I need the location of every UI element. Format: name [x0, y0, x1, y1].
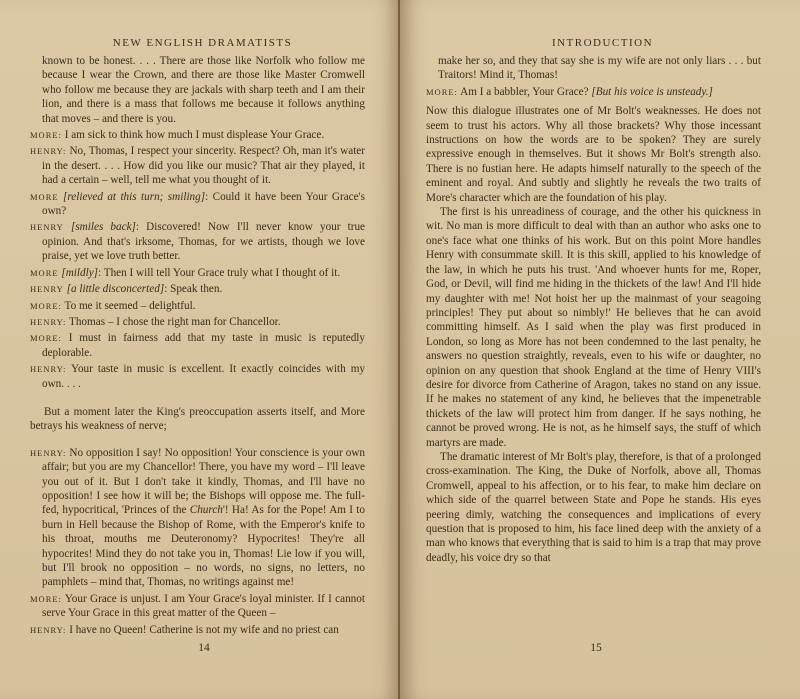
speaker-name: MORE: [426, 86, 458, 97]
dialogue-line: HENRY: I have no Queen! Catherine is not my wife and no priest can [30, 623, 339, 636]
page-number-right: 15 [590, 642, 602, 654]
dialogue-line: known to be honest. . . . There are those like Norfolk who follow me because I wear the Crown, and there are those like Master Cromwell who follow me because they are jackals with sharp teeth and I am their lion, and there is a mass that follows me because it follows anything that moves – and there is you. [42, 55, 365, 125]
stage-direction: [smiles back] [70, 221, 136, 234]
dialogue-line: HENRY: Your taste in music is excellent. It exactly coincides with my own. . . . [30, 363, 365, 390]
dialogue-line: MORE: I must in fairness add that my taste in music is reputedly deplorable. [30, 332, 366, 359]
right-text-column [426, 54, 761, 565]
speaker-name: HENRY: [30, 146, 67, 157]
speaker-name: HENRY [30, 222, 64, 233]
speaker-name: MORE [30, 267, 59, 278]
stage-direction: [mildly] [61, 266, 99, 279]
speaker-name: HENRY: [30, 316, 67, 327]
speaker-name: MORE: [30, 593, 62, 604]
body-paragraph: But a moment later the King's preoccupation asserts itself, and More betrays his weakness of nerve; [30, 405, 365, 433]
speaker-name: MORE: [30, 300, 62, 311]
speaker-name: HENRY: [30, 364, 67, 375]
running-head-left: NEW ENGLISH DRAMATISTS [112, 37, 293, 49]
body-paragraph: Now this dialogue illustrates one of Mr Bolt's weaknesses. He does not seem to trust his actors. Why all those brackets? Why those incessant instructions on how the words are to be spoken? They are surely expressive enough in themselves. But it shows Mr Bolt's strength also. There is no fustian here. He adapts himself naturally to the speech of the eminent and royal. And subtly and slightly he reveals the two traits of More's character which are the foundation of his play. [426, 105, 761, 204]
stage-direction: [relieved at this turn; smiling] [62, 190, 206, 203]
body-paragraph: The dramatic interest of Mr Bolt's play, therefore, is that of a prolonged cross-examination. The King, the Duke of Norfolk, above all, Thomas Cromwell, appeal to his affection, or to his fear, to make him declare on which side of the quarrel between State and Pope he stands. His eyes peering dimly, watching the consequences and implications of every question that is proposed to him, his face lined deep with the anxiety of a man who knows that everything that is said to him is a trap that may prove deadly, his voice dry so that [426, 450, 761, 564]
stage-direction: [But his voice is unsteady.] [591, 85, 713, 98]
spacer [30, 393, 365, 405]
dialogue-line: HENRY: Thomas – I chose the right man for Chancellor. [30, 315, 281, 328]
speaker-name: HENRY: [30, 624, 67, 635]
dialogue-line: MORE: Am I a babbler, Your Grace? [But his voice is unsteady.] [426, 85, 713, 98]
left-text-column [30, 54, 365, 639]
body-paragraph: The first is his unreadiness of courage, and the other his quickness in wit. No man is more difficult to deal with than an author who asks one to one's face what one thinks of his work. But on this point More handles Henry with consummate skill. It is this skill, applied to his knowledge of the law, in which he puts his trust. 'And whoever hunts for me, Roper, God, or Devil, will find me hiding in the thickets of the law! And I'll hide my daughter with me! Not hoist her up the mainmast of your seagoing principles! They put about so nimbly!' He believes that he can avoid committing himself. As I said when the play was first produced in London, so long as More has not been condemned to the last penalty, he answers no question straightly, reveals, even to his wife or daughter, no opinion on any question that shook England at the time of Henry VIII's desire for divorce from Catherine of Aragon, takes no stand on any issue. If he makes no statement of any kind, he believes that the impenetrable thickets of the law will protect him from danger. If he says nothing, he cannot be proved wrong. He is not, as he himself says, the stuff of which martyrs are made. [426, 206, 761, 449]
speaker-name: HENRY: [30, 447, 67, 458]
speaker-name: HENRY [30, 284, 64, 295]
dialogue-line: MORE [mildly]: Then I will tell Your Grace truly what I thought of it. [30, 266, 341, 279]
speaker-name: MORE: [30, 130, 62, 141]
spacer [30, 434, 365, 446]
page-number-left: 14 [198, 642, 210, 654]
dialogue-line: MORE: To me it seemed – delightful. [30, 299, 196, 312]
speaker-name: MORE [30, 191, 59, 202]
dialogue-line: HENRY: No, Thomas, I respect your sincerity. Respect? Oh, man it's water in the desert. . . . How did you like our music? That air they played, it had a certain – well, tell me what you thought of it. [30, 145, 365, 187]
dialogue-line: make her so, and they that say she is my wife are not only liars . . . but Traitors! Mind it, Thomas! [438, 55, 761, 82]
dialogue-line: MORE: I am sick to think how much I must displease Your Grace. [30, 129, 325, 142]
running-head-right: INTRODUCTION [551, 37, 654, 49]
dialogue-line: MORE: Your Grace is unjust. I am Your Grace's loyal minister. If I cannot serve Your Grace in this great matter of the Queen – [30, 592, 365, 620]
dialogue-line: MORE [relieved at this turn; smiling]: Could it have been Your Grace's own? [30, 190, 365, 218]
right-page [400, 0, 800, 699]
dialogue-line: HENRY [a little disconcerted]: Speak then. [30, 283, 223, 296]
speaker-name: MORE: [30, 333, 62, 344]
stage-direction: [a little disconcerted] [66, 283, 165, 296]
dialogue-line: HENRY: No opposition I say! No opposition! Your conscience is your own affair; but you are my Chancellor! There, you have my word – I'll leave you out of it. But I don't take it kindly, Thomas, and I'll have no opposition! I see how it will be; the Bishops will oppose me. The full-fed, hypocritical, 'Princes of the Church'! Ha! As for the Pope! Am I to burn in Hell because the Bishop of Rome, with the Emperor's knife to his throat, mouths me Deuteronomy? Hypocrites! They're all hypocrites! Mind they do not take you in, Thomas! Lie low if you will, but I'll brook no opposition – no words, no signs, no letters, no pamphlets – mind that, Thomas, no writings against me! [30, 446, 365, 589]
dialogue-line: HENRY [smiles back]: Discovered! Now I'll never know your true opinion. And that's irksome, Thomas, for we artists, though we love praise, yet we love truth better. [30, 221, 366, 263]
